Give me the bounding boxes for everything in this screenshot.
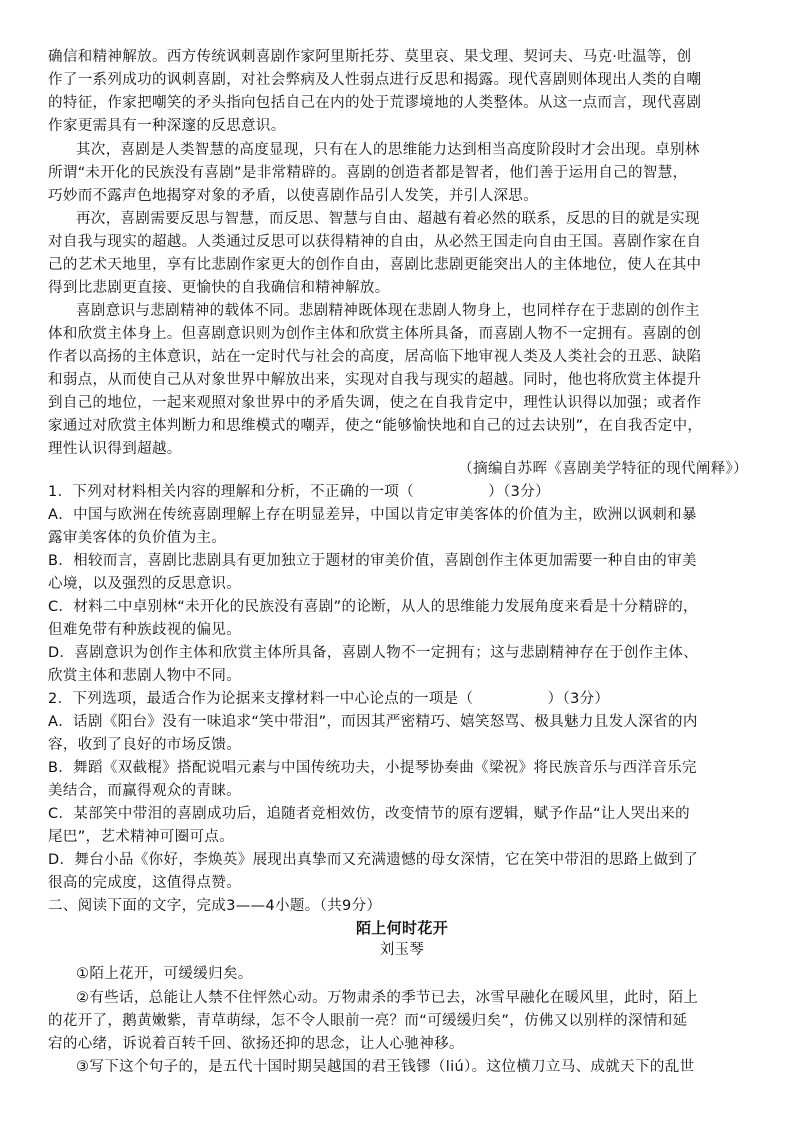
- text-line: 巧妙而不露声色地揭穿对象的矛盾，以使喜剧作品引人发笑，并引人深思。: [48, 188, 539, 204]
- text-line: 体和欣赏主体身上。但喜剧意识则为创作主体和欣赏主体所具备，而喜剧人物不一定拥有。喜剧的创: [48, 326, 702, 342]
- text-line: 对自我与现实的超越。人类通过反思可以获得精神的自由，从必然王国走向自由王国。喜剧作家在自: [48, 234, 702, 250]
- question-1-option-c: 但难免带有种族歧视的偏见。: [48, 622, 242, 638]
- question-1-option-b: 心境，以及强烈的反思意识。: [48, 576, 242, 592]
- question-2-option-a: 容，收到了良好的市场反馈。: [48, 737, 242, 753]
- text-line: 家通过对欣赏主体判断力和思维模式的嘲弄，使之“能够愉快地和自己的过去诀别”，在自我否定中，: [48, 418, 703, 434]
- question-2-option-b: 美结合，而赢得观众的青睐。: [48, 783, 242, 799]
- text-line: ③写下这个句子的，是五代十国时期吴越国的君王钱镠（liú）。这位横刀立马、成就天下的乱世: [76, 1059, 695, 1075]
- text-line: 理性认识得到超越。: [48, 441, 182, 457]
- question-1-option-a: 露审美客体的负价值为主。: [48, 530, 227, 546]
- question-1-option-b: B．相较而言，喜剧比悲剧具有更加独立于题材的审美价值，喜剧创作主体更加需要一种自由的审美: [48, 553, 697, 569]
- text-line: 和弱点，从而使自己从对象世界中解放出来，实现对自我与现实的超越。同时，他也将欣赏主体提升: [48, 372, 702, 388]
- text-line: 作了一系列成功的讽刺喜剧，对社会弊病及人性弱点进行反思和揭露。现代喜剧则体现出人类的自嘲: [48, 72, 702, 88]
- text-line: 确信和精神解放。西方传统讽刺喜剧作家阿里斯托芬、莫里哀、果戈理、契诃夫、马克·吐温等，创: [48, 49, 692, 65]
- text-line: ②有些话，总能让人禁不住怦然心动。万物肃杀的季节已去，冰雪早融化在暖风里，此时，陌上: [76, 990, 699, 1006]
- question-2-option-a: A．话剧《阳台》没有一味追求“笑中带泪”，而因其严密精巧、嬉笑怒骂、极具魅力且发人深省的内: [48, 714, 698, 730]
- text-line: 的特征，作家把嘲笑的矛头指向包括自己在内的处于荒谬境地的人类整体。从这一点而言，现代喜剧: [48, 95, 702, 111]
- text-line: 宕的心绪，诉说着百转千回、欲扬还抑的思念，让人心驰神移。: [48, 1036, 464, 1052]
- question-2-option-c: 尾巴”，艺术精神可圈可点。: [48, 829, 235, 845]
- text-line: ①陌上花开，可缓缓归矣。: [76, 966, 253, 982]
- question-1-stem: 1．下列对材料相关内容的理解和分析，不正确的一项（ ）（3分）: [48, 484, 550, 500]
- text-line: 喜剧意识与悲剧精神的载体不同。悲剧精神既体现在悲剧人物身上，也同样存在于悲剧的创作主: [76, 303, 700, 319]
- article-author: 刘玉琴: [379, 942, 425, 958]
- question-2-stem: 2．下列选项，最适合作为论据来支撑材料一中心论点的一项是（ ）（3分）: [48, 691, 610, 707]
- text-line: 作者以高扬的主体意识，站在一定时代与社会的高度，居高临下地审视人类及人类社会的丑恶、缺陷: [48, 349, 702, 365]
- text-line: 所谓“未开化的民族没有喜剧”是非常精辟的。喜剧的创造者都是智者，他们善于运用自己的智慧，: [48, 165, 688, 181]
- question-2-option-d: 很高的完成度，这值得点赞。: [48, 875, 242, 891]
- text-line: 再次，喜剧需要反思与智慧，而反思、智慧与自由、超越有着必然的联系，反思的目的就是实现: [76, 211, 700, 227]
- text-line: 其次，喜剧是人类智慧的高度显现，只有在人的思维能力达到相当高度阶段时才会出现。卓别林: [76, 142, 700, 158]
- question-1-option-c: C．材料二中卓别林“未开化的民族没有喜剧”的论断，从人的思维能力发展角度来看是十分精辟的，: [48, 599, 698, 615]
- text-line: 到自己的地位，一起来观照对象世界中的矛盾失调，使之在自我肯定中，理性认识得以加强；或者作: [48, 395, 702, 411]
- text-line: 己的艺术天地里，享有比悲剧作家更大的创作自由，喜剧比悲剧更能突出人的主体地位，使人在其中: [48, 257, 702, 273]
- text-line: 的花开了，鹅黄嫩紫，青草萌绿，怎不令人眼前一亮？而“可缓缓归矣”，仿佛又以别样的深情和延: [48, 1013, 688, 1029]
- question-2-option-d: D．舞台小品《你好，李焕英》展现出真挚而又充满遗憾的母女深情，它在笑中带泪的思路上做到了: [48, 852, 699, 868]
- question-2-option-b: B．舞蹈《双截棍》搭配说唱元素与中国传统功夫，小提琴协奏曲《梁祝》将民族音乐与西洋音乐完: [48, 760, 697, 776]
- text-line: 作家更需具有一种深邃的反思意识。: [48, 118, 286, 134]
- question-1-option-a: A．中国与欧洲在传统喜剧理解上存在明显差异，中国以肯定审美客体的价值为主，欧洲以讽刺和暴: [48, 507, 697, 523]
- text-line: 得到比悲剧更直接、更愉快的自我确信和精神解放。: [48, 280, 390, 296]
- question-2-option-c: C．某部笑中带泪的喜剧成功后，追随者竞相效仿，改变情节的原有逻辑，赋予作品“让人哭出来的: [48, 806, 691, 822]
- question-1-option-d: D．喜剧意识为创作主体和欣赏主体所具备，喜剧人物不一定拥有；这与悲剧精神存在于创作主体、: [48, 645, 699, 661]
- article-title: 陌上何时花开: [355, 919, 449, 937]
- source-citation: （摘编自苏晖《喜剧美学特征的现代阐释》）: [458, 461, 748, 477]
- section-2-heading: 二、阅读下面的文字，完成3——4小题。（共9分）: [48, 898, 382, 914]
- question-1-option-d: 欣赏主体和悲剧人物中不同。: [48, 668, 242, 684]
